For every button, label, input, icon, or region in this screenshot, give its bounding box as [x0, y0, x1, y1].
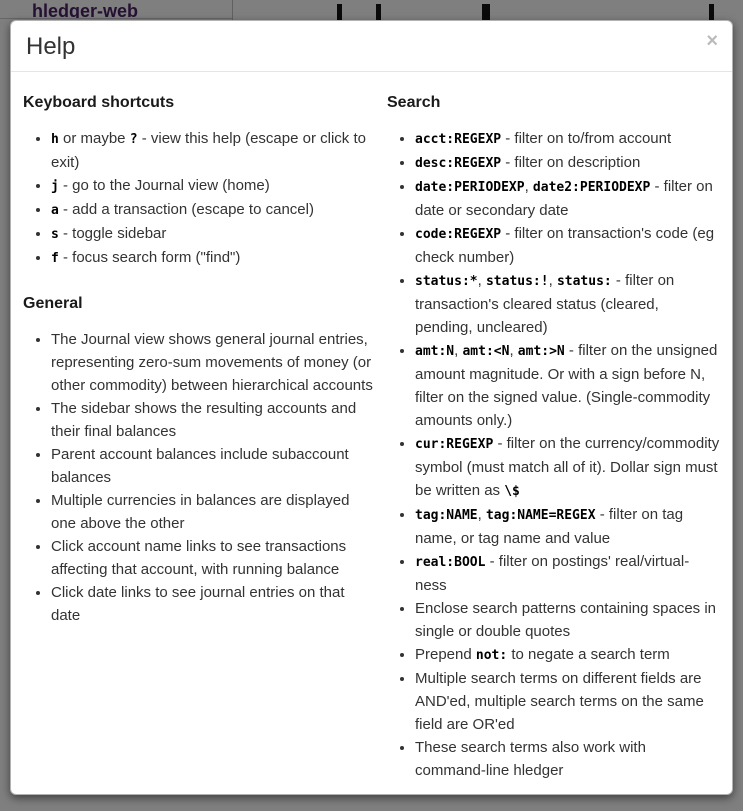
- list-item: • Click date links to see journal entries on that date: [51, 581, 377, 627]
- code-term: date:PERIODEXP: [415, 180, 525, 195]
- right-column: [387, 84, 720, 795]
- list-item: • acct:REGEXP - filter on to/from account: [415, 127, 720, 151]
- help-modal: [10, 20, 733, 795]
- general-list: [23, 328, 377, 627]
- list-item: • Multiple currencies in balances are displayed one above the other: [51, 489, 377, 535]
- code-term: h: [51, 132, 59, 147]
- code-term: real:BOOL: [415, 555, 486, 570]
- general-section: [23, 294, 377, 627]
- list-item: • date:PERIODEXP, date2:PERIODEXP - filter on date or secondary date: [415, 175, 720, 222]
- code-term: s: [51, 227, 59, 242]
- section-heading-search: Search: [387, 94, 441, 111]
- list-item: • code:REGEXP - filter on transaction's code (eg check number): [415, 222, 720, 269]
- code-term: amt:<N: [462, 344, 510, 359]
- code-term: amt:N: [415, 344, 455, 359]
- section-heading-general: General: [23, 295, 83, 312]
- code-term: cur:REGEXP: [415, 437, 494, 452]
- list-item: • tag:NAME, tag:NAME=REGEX - filter on tag name, or tag name and value: [415, 503, 720, 550]
- code-term: desc:REGEXP: [415, 156, 502, 171]
- code-term: f: [51, 251, 59, 266]
- modal-body: [11, 72, 732, 795]
- keyboard-shortcuts-section: [23, 93, 377, 270]
- code-term: j: [51, 179, 59, 194]
- code-term: date2:PERIODEXP: [532, 180, 651, 195]
- code-term: status:*: [415, 274, 478, 289]
- search-help-list: [387, 127, 720, 782]
- code-term: \$: [504, 484, 520, 499]
- list-item: • h or maybe ? - view this help (escape or click to exit): [51, 127, 377, 174]
- list-item: • Parent account balances include subaccount balances: [51, 443, 377, 489]
- code-term: tag:NAME: [415, 508, 478, 523]
- keyboard-shortcuts-list: [23, 127, 377, 270]
- modal-title: Help: [26, 33, 76, 60]
- list-item: • j - go to the Journal view (home): [51, 174, 377, 198]
- code-term: code:REGEXP: [415, 227, 502, 242]
- code-term: not:: [475, 648, 508, 663]
- section-heading-keyboard-shortcuts: Keyboard shortcuts: [23, 94, 175, 111]
- search-section: [387, 93, 720, 782]
- list-item: • The Journal view shows general journal entries, representing zero-sum movements of money (or other commodity) between hierarchical accounts: [51, 328, 377, 397]
- list-item: • a - add a transaction (escape to cancel): [51, 198, 377, 222]
- code-term: acct:REGEXP: [415, 132, 502, 147]
- list-item: • real:BOOL - filter on postings' real/virtual-ness: [415, 550, 720, 597]
- left-column: [23, 84, 387, 795]
- close-icon[interactable]: ×: [706, 30, 718, 52]
- list-item: • Multiple search terms on different fields are AND'ed, multiple search terms on the same field are OR'ed: [415, 667, 720, 736]
- list-item: • Prepend not: to negate a search term: [415, 643, 720, 667]
- code-term: status:!: [485, 274, 549, 289]
- list-item: • desc:REGEXP - filter on description: [415, 151, 720, 175]
- modal-header: [11, 21, 732, 72]
- list-item: • s - toggle sidebar: [51, 222, 377, 246]
- code-term: a: [51, 203, 59, 218]
- list-item: • The sidebar shows the resulting accounts and their final balances: [51, 397, 377, 443]
- code-term: status:: [556, 274, 612, 289]
- list-item: • f - focus search form ("find"): [51, 246, 377, 270]
- code-term: tag:NAME=REGEX: [485, 508, 596, 523]
- list-item: • status:*, status:!, status: - filter on transaction's cleared status (cleared, pending, uncleared): [415, 269, 720, 339]
- list-item: • cur:REGEXP - filter on the currency/commodity symbol (must match all of it). Dollar sign must be written as \$: [415, 432, 720, 503]
- code-term: ?: [129, 132, 138, 147]
- list-item: • These search terms also work with command-line hledger: [415, 736, 720, 782]
- list-item: • Click account name links to see transactions affecting that account, with running balance: [51, 535, 377, 581]
- list-item: • Enclose search patterns containing spaces in single or double quotes: [415, 597, 720, 643]
- list-item: • amt:N, amt:<N, amt:>N - filter on the unsigned amount magnitude. Or with a sign before N, filter on the signed value. (Single-commodity amounts only.): [415, 339, 720, 432]
- code-term: amt:>N: [517, 344, 565, 359]
